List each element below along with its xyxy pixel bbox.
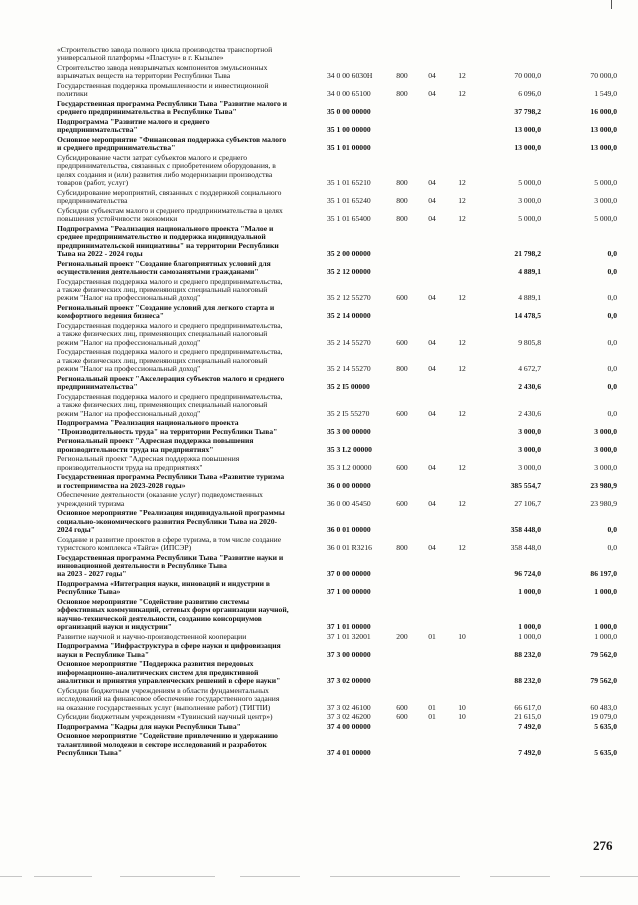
table-row <box>57 723 617 731</box>
amount-year-2: 0,0 <box>607 267 617 277</box>
budget-table <box>57 46 617 759</box>
amount-year-1: 7 492,0 <box>518 748 541 758</box>
amount-year-1: 88 232,0 <box>514 676 541 686</box>
amount-year-2: 3 000,0 <box>594 196 617 206</box>
scan-edge-line <box>34 876 92 877</box>
target-article-code: 37 1 01 32001 <box>327 631 371 641</box>
amount-year-2: 1 549,0 <box>594 89 617 99</box>
expense-type-code: 600 <box>396 498 408 508</box>
subsection-code: 12 <box>458 89 466 99</box>
amount-year-1: 3 000,0 <box>518 426 541 436</box>
table-row <box>57 322 617 347</box>
target-article-code: 35 2 12 00000 <box>327 267 371 277</box>
target-article-code: 35 3 L2 00000 <box>327 444 372 454</box>
expense-type-code: 600 <box>396 293 408 303</box>
target-article-code: 35 2 14 00000 <box>327 311 371 321</box>
row-name: Подпрограмма "Реализация национального проекта "Производительность труда" на территории Республики Тыва" <box>57 418 278 436</box>
row-name: Подпрограмма "Реализация национального проекта "Малое и среднее предпринимательство и поддержка индивидуальной предпринимательской инициативы" на территории Республики Тыва на 2022 - 2024 годы <box>57 223 279 259</box>
row-name: «Строительство завода полного цикла производства транспортной универсальной платформы «Пластун» в г. Кызыле» <box>57 45 273 63</box>
table-row <box>57 633 617 641</box>
scan-edge-line <box>330 876 460 877</box>
row-name: Региональный проект "Акселерация субъектов малого и среднего предпринимательства" <box>57 373 285 392</box>
amount-year-1: 2 430,6 <box>518 408 541 418</box>
amount-year-1: 3 000,0 <box>518 444 541 454</box>
section-code: 01 <box>428 631 436 641</box>
amount-year-1: 21 615,0 <box>514 712 541 722</box>
amount-year-1: 6 096,0 <box>518 89 541 99</box>
amount-year-2: 3 000,0 <box>594 426 617 436</box>
table-row <box>57 189 617 206</box>
expense-type-code: 800 <box>396 71 408 81</box>
table-row <box>57 713 617 721</box>
table-row <box>57 64 617 81</box>
table-row <box>57 304 617 321</box>
table-row <box>57 491 617 508</box>
row-name: Обеспечение деятельности (оказание услуг) подведомственных учреждений туризма <box>57 490 263 508</box>
amount-year-2: 0,0 <box>607 408 617 418</box>
table-row <box>57 536 617 553</box>
expense-type-code: 800 <box>396 214 408 224</box>
subsection-code: 12 <box>458 214 466 224</box>
amount-year-1: 14 478,5 <box>514 311 541 321</box>
table-row <box>57 509 617 534</box>
table-row <box>57 278 617 303</box>
target-article-code: 37 3 02 00000 <box>327 676 371 686</box>
row-name: Региональный проект "Адресная поддержка повышения производительности труда на предприятиях" <box>57 454 240 472</box>
amount-year-1: 3 000,0 <box>518 462 541 472</box>
amount-year-2: 60 483,0 <box>590 702 617 712</box>
amount-year-2: 0,0 <box>607 543 617 553</box>
target-article-code: 35 2 12 55270 <box>327 293 371 303</box>
table-row <box>57 419 617 436</box>
table-row <box>57 154 617 188</box>
expense-type-code: 800 <box>396 178 408 188</box>
subsection-code: 12 <box>458 462 466 472</box>
expense-type-code: 800 <box>396 543 408 553</box>
table-row <box>57 46 617 63</box>
row-name: Подпрограмма "Инфраструктура в сфере науки и цифровизация науки в Республике Тыва" <box>57 641 281 659</box>
table-row <box>57 118 617 135</box>
row-name: Основное мероприятие "Финансовая поддержка субъектов малого и среднего предпринимательства" <box>57 135 287 153</box>
table-row <box>57 375 617 392</box>
amount-year-1: 5 000,0 <box>518 214 541 224</box>
target-article-code: 36 0 01 R3216 <box>327 543 372 553</box>
table-row <box>57 473 617 490</box>
table-row <box>57 393 617 418</box>
amount-year-1: 7 492,0 <box>518 721 541 731</box>
table-row <box>57 554 617 579</box>
target-article-code: 35 2 00 00000 <box>327 249 371 259</box>
section-code: 04 <box>428 408 436 418</box>
target-article-code: 35 2 I5 55270 <box>327 408 370 418</box>
scan-margin-mark <box>611 0 612 9</box>
amount-year-1: 1 000,0 <box>518 622 541 632</box>
target-article-code: 35 0 00 00000 <box>327 107 371 117</box>
target-article-code: 34 0 00 6030Н <box>327 71 373 81</box>
amount-year-1: 358 448,0 <box>510 543 541 553</box>
target-article-code: 34 0 00 65100 <box>327 89 371 99</box>
row-name: Субсидии бюджетным учреждениям «Тувинский научный центр») <box>57 712 273 722</box>
amount-year-2: 0,0 <box>607 525 617 535</box>
amount-year-2: 23 980,9 <box>590 498 617 508</box>
amount-year-1: 37 798,2 <box>514 107 541 117</box>
amount-year-1: 4 889,1 <box>518 293 541 303</box>
target-article-code: 36 0 00 45450 <box>327 498 371 508</box>
row-name: Региональный проект "Создание условий для легкого старта и комфортного ведения бизнеса" <box>57 303 275 321</box>
amount-year-1: 385 554,7 <box>510 480 541 490</box>
subsection-code: 12 <box>458 408 466 418</box>
row-name: Подпрограмма "Кадры для науки Республики Тыва" <box>57 721 241 731</box>
subsection-code: 12 <box>458 196 466 206</box>
expense-type-code: 600 <box>396 462 408 472</box>
target-article-code: 35 1 01 65400 <box>327 214 371 224</box>
row-name: Создание и развитие проектов в сфере туризма, в том числе создание туристского комплекса «Тайга» (ИПСЭР) <box>57 534 282 553</box>
amount-year-2: 0,0 <box>607 311 617 321</box>
target-article-code: 35 1 00 00000 <box>327 125 371 135</box>
table-row <box>57 580 617 597</box>
table-row <box>57 225 617 259</box>
table-row <box>57 348 617 373</box>
amount-year-1: 4 889,1 <box>518 267 541 277</box>
table-row <box>57 136 617 153</box>
table-row <box>57 100 617 117</box>
table-row <box>57 207 617 224</box>
amount-year-1: 13 000,0 <box>514 143 541 153</box>
amount-year-1: 1 000,0 <box>518 587 541 597</box>
row-name: Государственная поддержка малого и среднего предпринимательства, а также физических лиц, применяющих специальный налоговый режим "Налог на профессиональный доход" <box>57 347 283 374</box>
amount-year-2: 3 000,0 <box>594 462 617 472</box>
subsection-code: 12 <box>458 293 466 303</box>
expense-type-code: 800 <box>396 89 408 99</box>
scan-edge-line <box>580 876 638 877</box>
row-name: Государственная программа Республики Тыва "Развитие малого и среднего предпринимательства в Республике Тыва" <box>57 99 288 117</box>
subsection-code: 10 <box>458 712 466 722</box>
amount-year-2: 16 000,0 <box>590 107 617 117</box>
amount-year-2: 79 562,0 <box>590 676 617 686</box>
target-article-code: 37 4 01 00000 <box>327 748 371 758</box>
target-article-code: 37 0 00 00000 <box>327 569 371 579</box>
amount-year-2: 5 000,0 <box>594 214 617 224</box>
scan-edge-line <box>0 876 22 877</box>
target-article-code: 35 1 01 65240 <box>327 196 371 206</box>
amount-year-2: 19 079,0 <box>590 712 617 722</box>
amount-year-2: 0,0 <box>607 337 617 347</box>
table-row <box>57 732 617 757</box>
target-article-code: 36 0 01 00000 <box>327 525 371 535</box>
amount-year-2: 0,0 <box>607 249 617 259</box>
amount-year-2: 0,0 <box>607 382 617 392</box>
scan-edge-line <box>490 876 550 877</box>
amount-year-1: 21 798,2 <box>514 249 541 259</box>
expense-type-code: 600 <box>396 712 408 722</box>
row-name: Основное мероприятие "Содействие развитию системы эффективных коммуникаций, сетевых форм организации научной, научно-технической деятельности, созданию консорциумов организаций науки и индустрии" <box>57 597 289 632</box>
row-name: Подпрограмма «Интеграция науки, инноваций и индустрии в Республике Тыва» <box>57 579 270 597</box>
table-row <box>57 455 617 472</box>
row-name: Региональный проект "Адресная поддержка повышения производительности труда на предприятиях" <box>57 436 254 454</box>
amount-year-2: 1 000,0 <box>594 587 617 597</box>
amount-year-1: 27 106,7 <box>514 498 541 508</box>
section-code: 04 <box>428 293 436 303</box>
row-name: Основное мероприятие "Поддержка развития передовых информационно-аналитических систем для предиктивной аналитики и принятия управленческих решений в сфере науки" <box>57 659 281 686</box>
row-name: Государственная поддержка малого и среднего предпринимательства, а также физических лиц, применяющих специальный налоговый режим "Налог на профессиональный доход" <box>57 276 283 303</box>
amount-year-2: 0,0 <box>607 293 617 303</box>
amount-year-2: 3 000,0 <box>594 444 617 454</box>
target-article-code: 35 1 01 00000 <box>327 143 371 153</box>
scan-edge-line <box>240 876 300 877</box>
scan-edge-line <box>120 876 215 877</box>
section-code: 04 <box>428 462 436 472</box>
amount-year-2: 5 635,0 <box>594 721 617 731</box>
section-code: 04 <box>428 543 436 553</box>
section-code: 04 <box>428 364 436 374</box>
amount-year-2: 70 000,0 <box>590 71 617 81</box>
amount-year-2: 79 562,0 <box>590 649 617 659</box>
row-name: Развитие научной и научно-производственной кооперации <box>57 631 247 641</box>
row-name: Субсидии субъектам малого и среднего предпринимательства в целях повышения устойчивости экономики <box>57 205 283 224</box>
subsection-code: 12 <box>458 337 466 347</box>
amount-year-2: 23 980,9 <box>590 480 617 490</box>
amount-year-1: 4 672,7 <box>518 364 541 374</box>
amount-year-2: 5 635,0 <box>594 748 617 758</box>
row-name: Основное мероприятие "Реализация индивидуальной программы социально-экономического развития Республики Тыва на 2020- 2024 годы" <box>57 508 285 535</box>
amount-year-2: 13 000,0 <box>590 143 617 153</box>
amount-year-1: 358 448,0 <box>510 525 541 535</box>
expense-type-code: 600 <box>396 408 408 418</box>
amount-year-1: 13 000,0 <box>514 125 541 135</box>
target-article-code: 35 2 14 55270 <box>327 337 371 347</box>
row-name: Субсидирование части затрат субъектов малого и среднего предпринимательства, связанных с приобретением оборудования, в целях создания и (или) развития либо модернизации производства товаров (работ, услуг) <box>57 153 276 188</box>
target-article-code: 37 3 02 46200 <box>327 712 371 722</box>
expense-type-code: 200 <box>396 631 408 641</box>
row-name: Государственная поддержка малого и среднего предпринимательства, а также физических лиц, применяющих специальный налоговый режим "Налог на профессиональный доход" <box>57 391 283 418</box>
amount-year-2: 13 000,0 <box>590 125 617 135</box>
row-name: Подпрограмма "Развитие малого и среднего предпринимательства" <box>57 117 210 135</box>
target-article-code: 37 3 00 00000 <box>327 649 371 659</box>
expense-type-code: 800 <box>396 196 408 206</box>
amount-year-1: 96 724,0 <box>514 569 541 579</box>
subsection-code: 12 <box>458 498 466 508</box>
row-name: Строительство завода невзрывчатых компонентов эмульсионных взрывчатых веществ на территории Республики Тыва <box>57 63 268 81</box>
section-code: 04 <box>428 498 436 508</box>
table-row <box>57 82 617 99</box>
amount-year-1: 9 805,8 <box>518 337 541 347</box>
target-article-code: 37 3 02 46100 <box>327 702 371 712</box>
table-row <box>57 598 617 632</box>
table-row <box>57 260 617 277</box>
amount-year-2: 1 000,0 <box>594 622 617 632</box>
section-code: 04 <box>428 214 436 224</box>
amount-year-1: 66 617,0 <box>514 702 541 712</box>
target-article-code: 37 4 00 00000 <box>327 721 371 731</box>
subsection-code: 12 <box>458 71 466 81</box>
amount-year-1: 3 000,0 <box>518 196 541 206</box>
amount-year-2: 1 000,0 <box>594 631 617 641</box>
table-row <box>57 437 617 454</box>
target-article-code: 35 3 L2 00000 <box>327 462 372 472</box>
section-code: 01 <box>428 712 436 722</box>
section-code: 04 <box>428 89 436 99</box>
page-number: 276 <box>593 838 613 853</box>
row-name: Субсидирование мероприятий, связанных с поддержкой социального предпринимательства <box>57 187 282 206</box>
amount-year-1: 70 000,0 <box>514 71 541 81</box>
target-article-code: 35 3 00 00000 <box>327 426 371 436</box>
table-row <box>57 642 617 659</box>
target-article-code: 35 2 14 55270 <box>327 364 371 374</box>
row-name: Государственная программа Республики Тыва «Развитие туризма и гостеприимства на 2023-2028 годы» <box>57 472 285 490</box>
target-article-code: 35 2 I5 00000 <box>327 382 370 392</box>
subsection-code: 12 <box>458 364 466 374</box>
row-name: Субсидии бюджетным учреждениям в области фундаментальных исследований на финансовое обеспечение государственного задания на оказание государственных услуг (выполнение работ) (ТИГПИ) <box>57 685 280 712</box>
row-name: Государственная поддержка промышленности и инвестиционной политики <box>57 81 269 99</box>
subsection-code: 10 <box>458 702 466 712</box>
row-name: Региональный проект "Создание благоприятных условий для осуществления деятельности самозанятыми гражданами" <box>57 258 271 277</box>
target-article-code: 35 1 01 65210 <box>327 178 371 188</box>
amount-year-2: 86 197,0 <box>590 569 617 579</box>
amount-year-2: 5 000,0 <box>594 178 617 188</box>
subsection-code: 12 <box>458 178 466 188</box>
amount-year-1: 88 232,0 <box>514 649 541 659</box>
row-name: Государственная поддержка малого и среднего предпринимательства, а также физических лиц, применяющих специальный налоговый режим "Налог на профессиональный доход" <box>57 321 283 347</box>
amount-year-1: 5 000,0 <box>518 178 541 188</box>
section-code: 04 <box>428 178 436 188</box>
section-code: 04 <box>428 196 436 206</box>
expense-type-code: 600 <box>396 337 408 347</box>
expense-type-code: 800 <box>396 364 408 374</box>
subsection-code: 10 <box>458 631 466 641</box>
target-article-code: 37 1 01 00000 <box>327 622 371 632</box>
row-name: Основное мероприятие "Содействие привлечению и удержанию талантливой молодежи в секторе исследований и разработок Республики Тыва" <box>57 731 278 758</box>
target-article-code: 37 1 00 00000 <box>327 587 371 597</box>
amount-year-1: 2 430,6 <box>518 382 541 392</box>
target-article-code: 36 0 00 00000 <box>327 480 371 490</box>
section-code: 04 <box>428 71 436 81</box>
section-code: 04 <box>428 337 436 347</box>
amount-year-1: 1 000,0 <box>518 631 541 641</box>
row-name: Государственная программа Республики Тыва "Развитие науки и инновационной деятельности в Республике Тыва на 2023 - 2027 годы" <box>57 552 284 579</box>
amount-year-2: 0,0 <box>607 364 617 374</box>
table-row <box>57 687 617 712</box>
expense-type-code: 600 <box>396 702 408 712</box>
section-code: 01 <box>428 702 436 712</box>
table-row <box>57 660 617 685</box>
subsection-code: 12 <box>458 543 466 553</box>
